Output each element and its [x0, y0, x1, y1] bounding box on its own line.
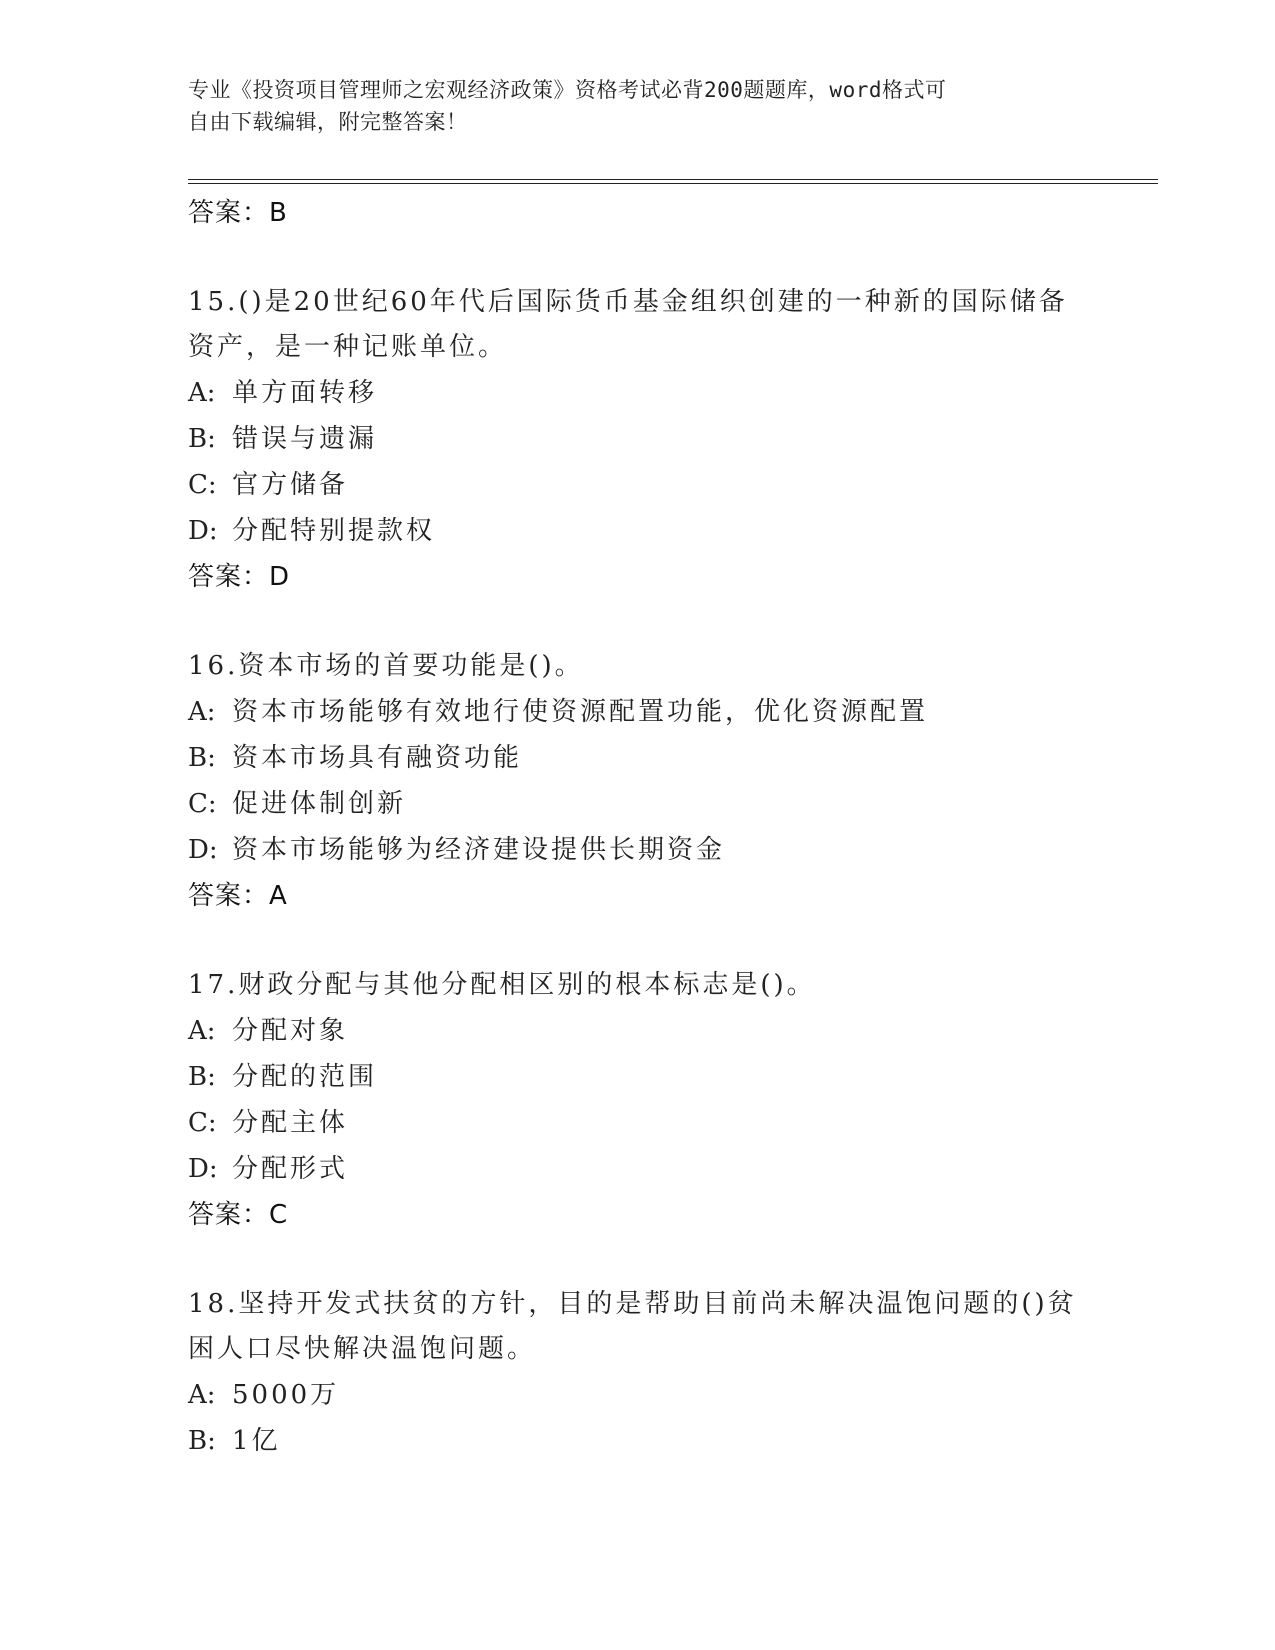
- option-b: [188, 1054, 1088, 1100]
- option-letter: B:: [188, 743, 216, 773]
- option-letter: D:: [188, 516, 218, 546]
- option-b: [188, 416, 1088, 462]
- answer-line: 答案：A: [188, 881, 288, 911]
- option-text: 促进体制创新: [232, 789, 407, 819]
- option-b: [188, 735, 1088, 781]
- option-text: 单方面转移: [232, 378, 378, 408]
- header-line-2: 自由下载编辑，附完整答案！: [188, 110, 468, 134]
- option-c: [188, 1100, 1088, 1146]
- option-letter: A:: [188, 378, 216, 408]
- option-text: 分配特别提款权: [232, 516, 436, 546]
- question-15: [188, 280, 1088, 600]
- option-text: 分配对象: [232, 1016, 349, 1046]
- option-text: 资本市场具有融资功能: [232, 743, 523, 773]
- option-d: [188, 827, 1088, 873]
- option-letter: D:: [188, 1154, 218, 1184]
- question-17: [188, 963, 1088, 1238]
- option-d: [188, 508, 1088, 554]
- option-d: [188, 1146, 1088, 1192]
- question-text: 17.财政分配与其他分配相区别的根本标志是()。: [188, 970, 816, 1000]
- option-text: 资本市场能够为经济建设提供长期资金: [232, 835, 726, 865]
- question-18: [188, 1282, 1088, 1464]
- header-line-1: 专业《投资项目管理师之宏观经济政策》资格考试必背200题题库，word格式可: [188, 78, 947, 102]
- header-divider-bottom: [188, 183, 1158, 184]
- option-letter: C:: [188, 470, 217, 500]
- option-letter: A:: [188, 1016, 216, 1046]
- option-letter: B:: [188, 1426, 216, 1456]
- option-c: [188, 462, 1088, 508]
- option-text: 官方储备: [232, 470, 349, 500]
- option-text: 1亿: [232, 1426, 281, 1456]
- document-header: [188, 74, 1088, 138]
- question-text: 16.资本市场的首要功能是()。: [188, 651, 584, 681]
- option-c: [188, 781, 1088, 827]
- option-a: [188, 1008, 1088, 1054]
- option-letter: C:: [188, 789, 217, 819]
- option-letter: B:: [188, 424, 216, 454]
- option-letter: B:: [188, 1062, 216, 1092]
- option-a: [188, 1372, 1088, 1418]
- option-text: 错误与遗漏: [232, 424, 378, 454]
- option-letter: A:: [188, 697, 216, 727]
- option-b: [188, 1418, 1088, 1464]
- option-letter: A:: [188, 1380, 216, 1410]
- option-text: 5000万: [232, 1380, 340, 1410]
- question-text: 15.()是20世纪60年代后国际货币基金组织创建的一种新的国际储备资产，是一种记账单位。: [188, 287, 1068, 362]
- document-body: [188, 190, 1088, 1464]
- header-divider-top: [188, 179, 1158, 180]
- option-a: [188, 689, 1088, 735]
- option-text: 分配的范围: [232, 1062, 378, 1092]
- option-text: 分配主体: [232, 1108, 349, 1138]
- question-16: [188, 644, 1088, 919]
- answer-line: 答案：D: [188, 562, 291, 592]
- option-a: [188, 370, 1088, 416]
- option-letter: D:: [188, 835, 218, 865]
- answer-line: 答案：C: [188, 1200, 289, 1230]
- answer-line: 答案：B: [188, 198, 288, 228]
- option-text: 分配形式: [232, 1154, 349, 1184]
- question-text: 18.坚持开发式扶贫的方针，目的是帮助目前尚未解决温饱问题的()贫困人口尽快解决温饱问题。: [188, 1289, 1077, 1364]
- option-text: 资本市场能够有效地行使资源配置功能，优化资源配置: [232, 697, 929, 727]
- option-letter: C:: [188, 1108, 217, 1138]
